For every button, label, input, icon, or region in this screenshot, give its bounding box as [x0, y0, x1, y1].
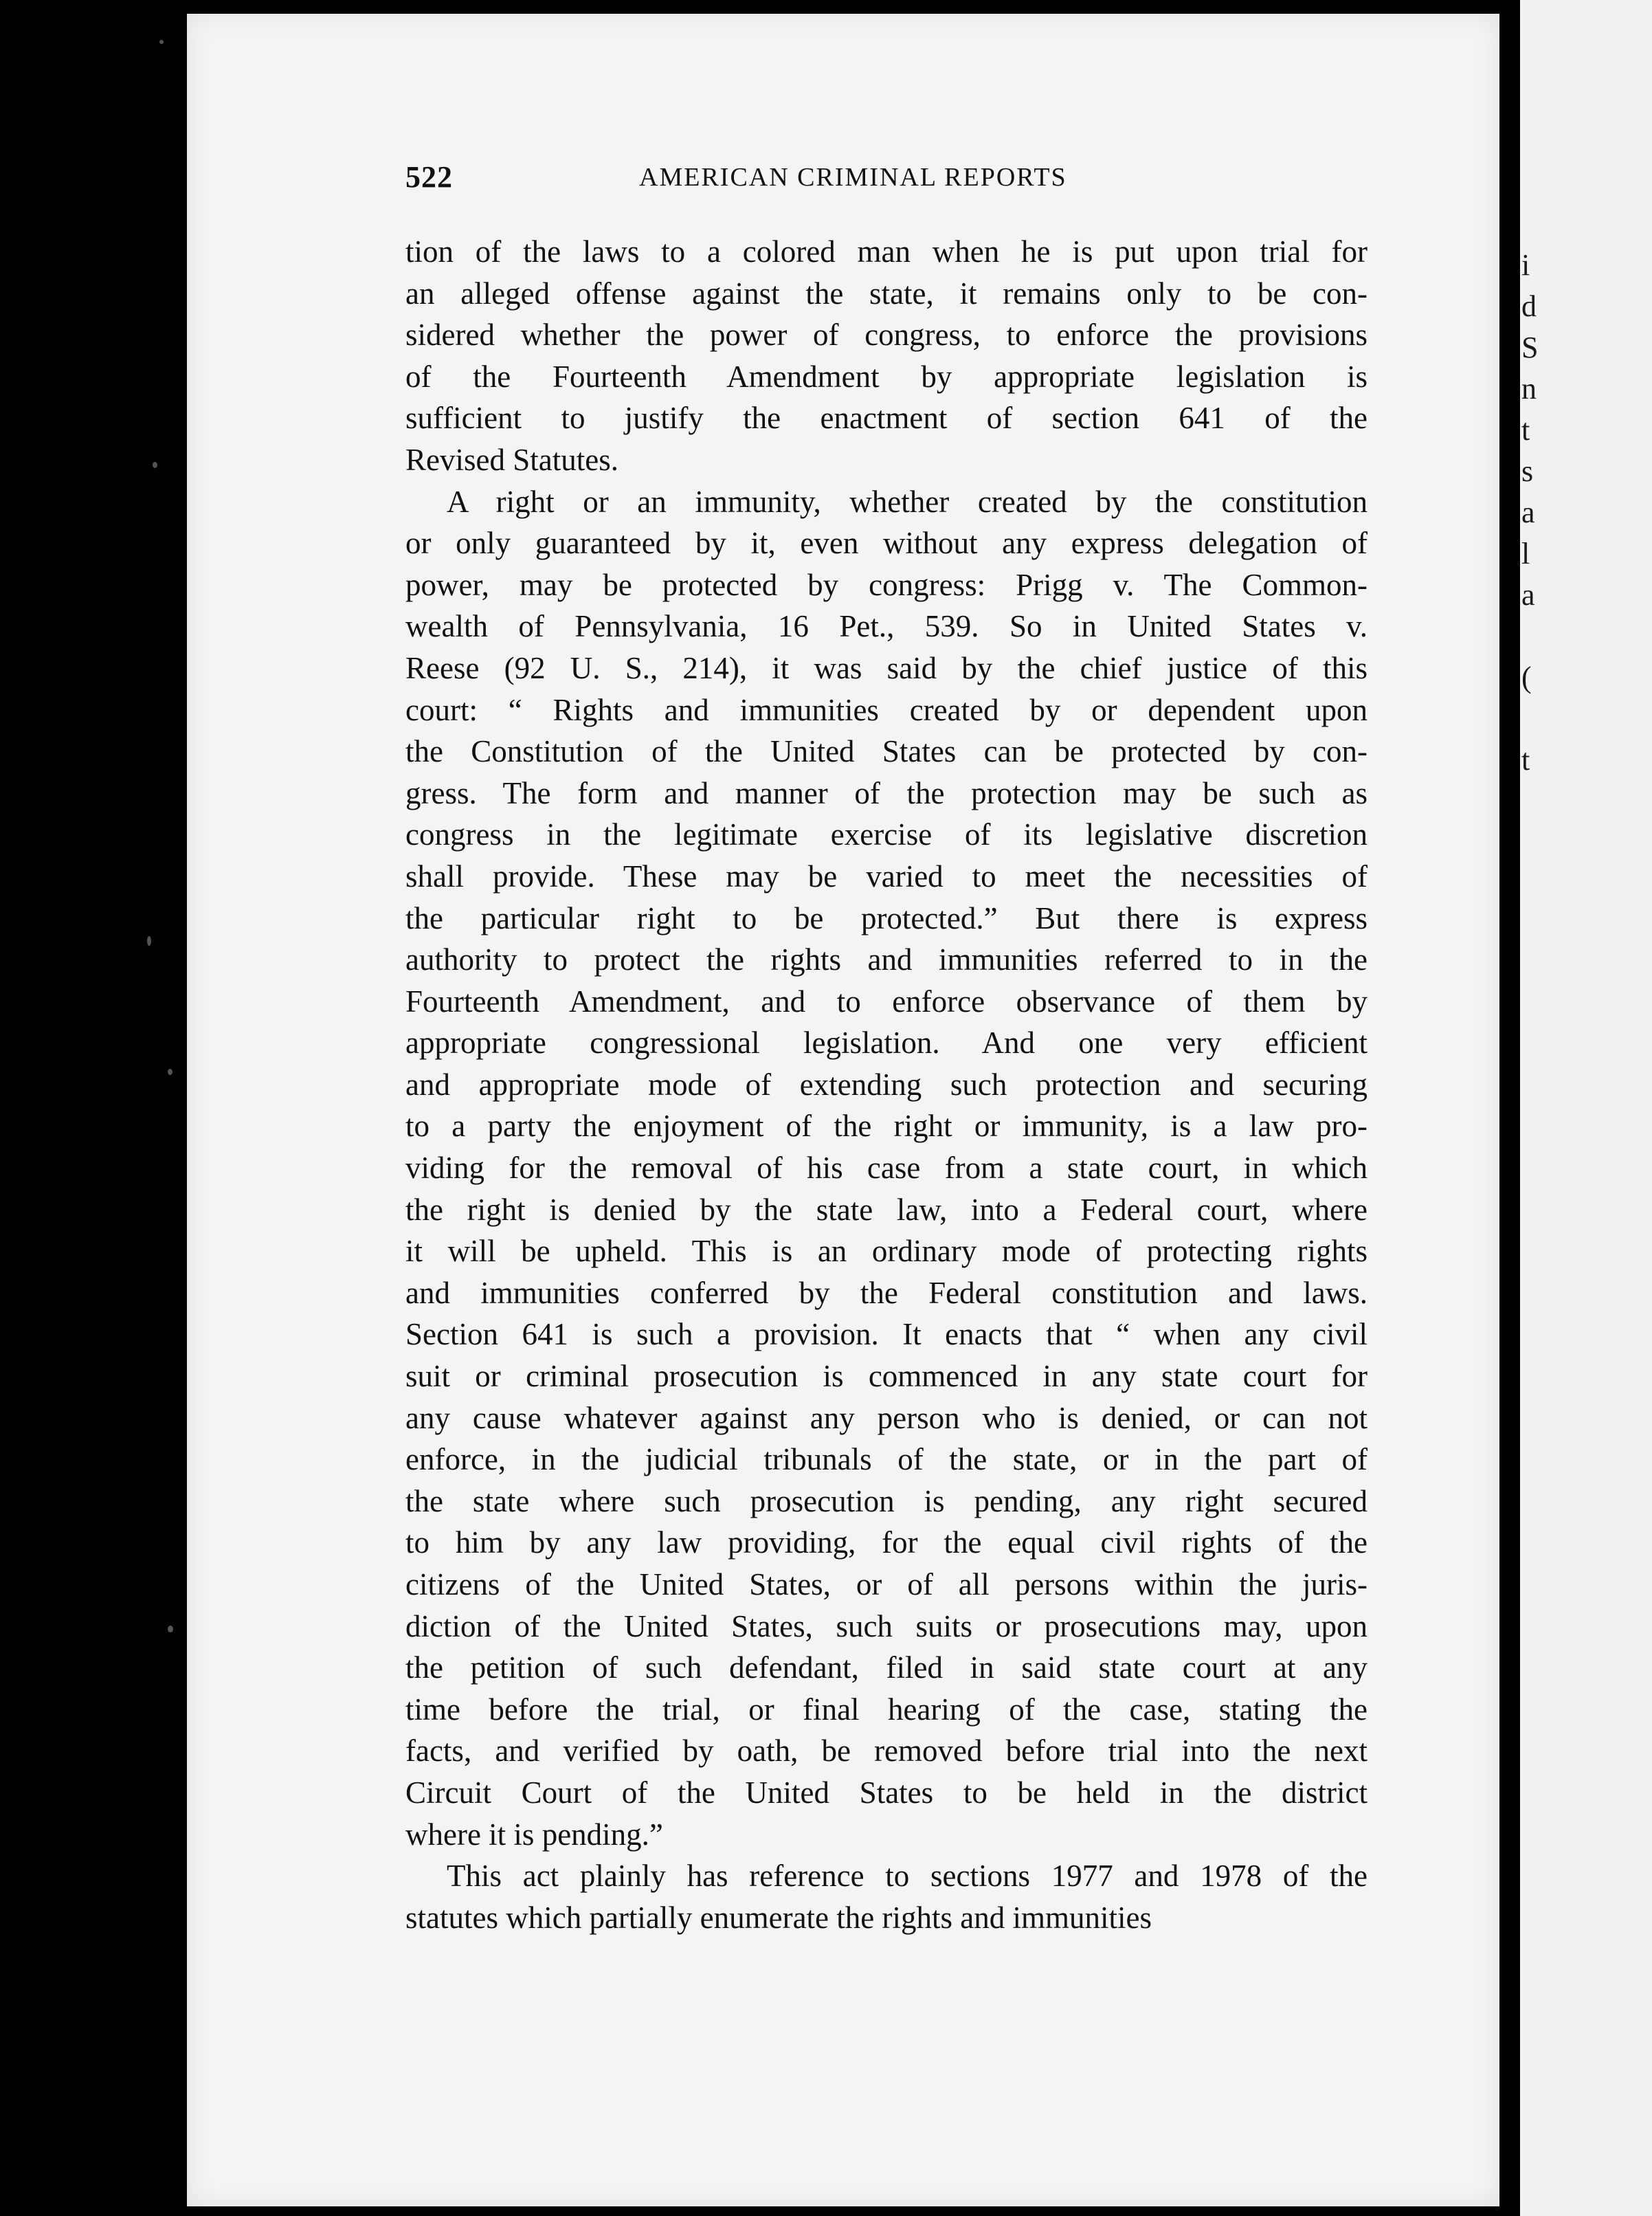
text-line: enforce, in the judicial tribunals of the state, or in the part of	[405, 1442, 1368, 1477]
paragraph	[405, 231, 1368, 481]
running-head: AMERICAN CRIMINAL REPORTS	[639, 163, 1067, 192]
text-line: the right is denied by the state law, into a Federal court, where	[405, 1192, 1368, 1227]
adjacent-page-letter: t	[1521, 743, 1530, 777]
adjacent-page-letter: d	[1521, 289, 1537, 323]
text-line: or only guaranteed by it, even without any express delegation of	[405, 526, 1368, 561]
body-text	[405, 231, 1368, 1938]
adjacent-page-letter: n	[1521, 372, 1537, 406]
text-line: court: “ Rights and immunities created by or dependent upon	[405, 692, 1368, 727]
adjacent-page-letter: (	[1521, 661, 1532, 694]
text-line: A right or an immunity, whether created by the constitution	[447, 484, 1368, 519]
adjacent-page-letter: s	[1521, 454, 1534, 488]
text-line: any cause whatever against any person who is denied, or can not	[405, 1400, 1368, 1435]
adjacent-page-letter: S	[1521, 331, 1539, 364]
text-line: suit or criminal prosecution is commenced in any state court for	[405, 1359, 1368, 1394]
adjacent-page-letter: i	[1521, 248, 1530, 282]
text-line: sufficient to justify the enactment of section 641 of the	[405, 401, 1368, 436]
text-line: the state where such prosecution is pending, any right secured	[405, 1483, 1368, 1518]
text-line: to a party the enjoyment of the right or immunity, is a law pro-	[405, 1109, 1368, 1144]
text-line: congress in the legitimate exercise of its legislative discretion	[405, 817, 1368, 852]
text-line: shall provide. These may be varied to meet the necessities of	[405, 858, 1368, 894]
text-line: power, may be protected by congress: Prigg v. The Common-	[405, 567, 1368, 602]
text-line: This act plainly has reference to sections 1977 and 1978 of the	[447, 1859, 1368, 1894]
text-line: citizens of the United States, or of all persons within the juris-	[405, 1567, 1368, 1602]
text-line: to him by any law providing, for the equal civil rights of the	[405, 1525, 1368, 1560]
text-line: sidered whether the power of congress, to enforce the provisions	[405, 318, 1368, 353]
adjacent-page-letter: l	[1521, 537, 1530, 570]
paragraph	[405, 1855, 1368, 1938]
text-line: wealth of Pennsylvania, 16 Pet., 539. So in United States v.	[405, 609, 1368, 644]
paragraph	[405, 481, 1368, 1856]
page-header	[405, 159, 1574, 208]
adjacent-page-letter: a	[1521, 496, 1535, 529]
text-line: and appropriate mode of extending such protection and securing	[405, 1067, 1368, 1102]
text-line: viding for the removal of his case from a state court, in which	[405, 1151, 1368, 1186]
text-line: an alleged offense against the state, it remains only to be con-	[405, 276, 1368, 311]
text-line: the petition of such defendant, filed in said state court at any	[405, 1650, 1368, 1685]
text-line: Fourteenth Amendment, and to enforce observance of them by	[405, 984, 1368, 1019]
text-line: diction of the United States, such suits or prosecutions may, upon	[405, 1608, 1368, 1643]
text-line: the particular right to be protected.” But there is express	[405, 900, 1368, 935]
adjacent-page-letter: a	[1521, 578, 1535, 612]
page-number: 522	[405, 160, 453, 194]
text-line: tion of the laws to a colored man when he is put upon trial for	[405, 234, 1368, 269]
text-line: statutes which partially enumerate the rights and immunities	[405, 1900, 1152, 1935]
text-line: Revised Statutes.	[405, 442, 618, 477]
text-line: facts, and verified by oath, be removed before trial into the next	[405, 1733, 1368, 1769]
text-line: the Constitution of the United States can be protected by con-	[405, 734, 1368, 769]
text-line: authority to protect the rights and immunities referred to in the	[405, 942, 1368, 977]
text-line: where it is pending.”	[405, 1817, 663, 1852]
text-line: of the Fourteenth Amendment by appropriate legislation is	[405, 359, 1368, 394]
text-line: gress. The form and manner of the protection may be such as	[405, 775, 1368, 810]
adjacent-page-letter: t	[1521, 413, 1530, 447]
adjacent-page-edge	[1520, 0, 1652, 2216]
text-line: time before the trial, or final hearing of the case, stating the	[405, 1692, 1368, 1727]
text-line: Reese (92 U. S., 214), it was said by the chief justice of this	[405, 650, 1368, 685]
text-line: and immunities conferred by the Federal constitution and laws.	[405, 1275, 1368, 1310]
text-line: it will be upheld. This is an ordinary mode of protecting rights	[405, 1234, 1368, 1269]
text-line: Circuit Court of the United States to be held in the district	[405, 1775, 1368, 1810]
text-line: Section 641 is such a provision. It enacts that “ when any civil	[405, 1317, 1368, 1352]
text-line: appropriate congressional legislation. And one very efficient	[405, 1026, 1368, 1061]
